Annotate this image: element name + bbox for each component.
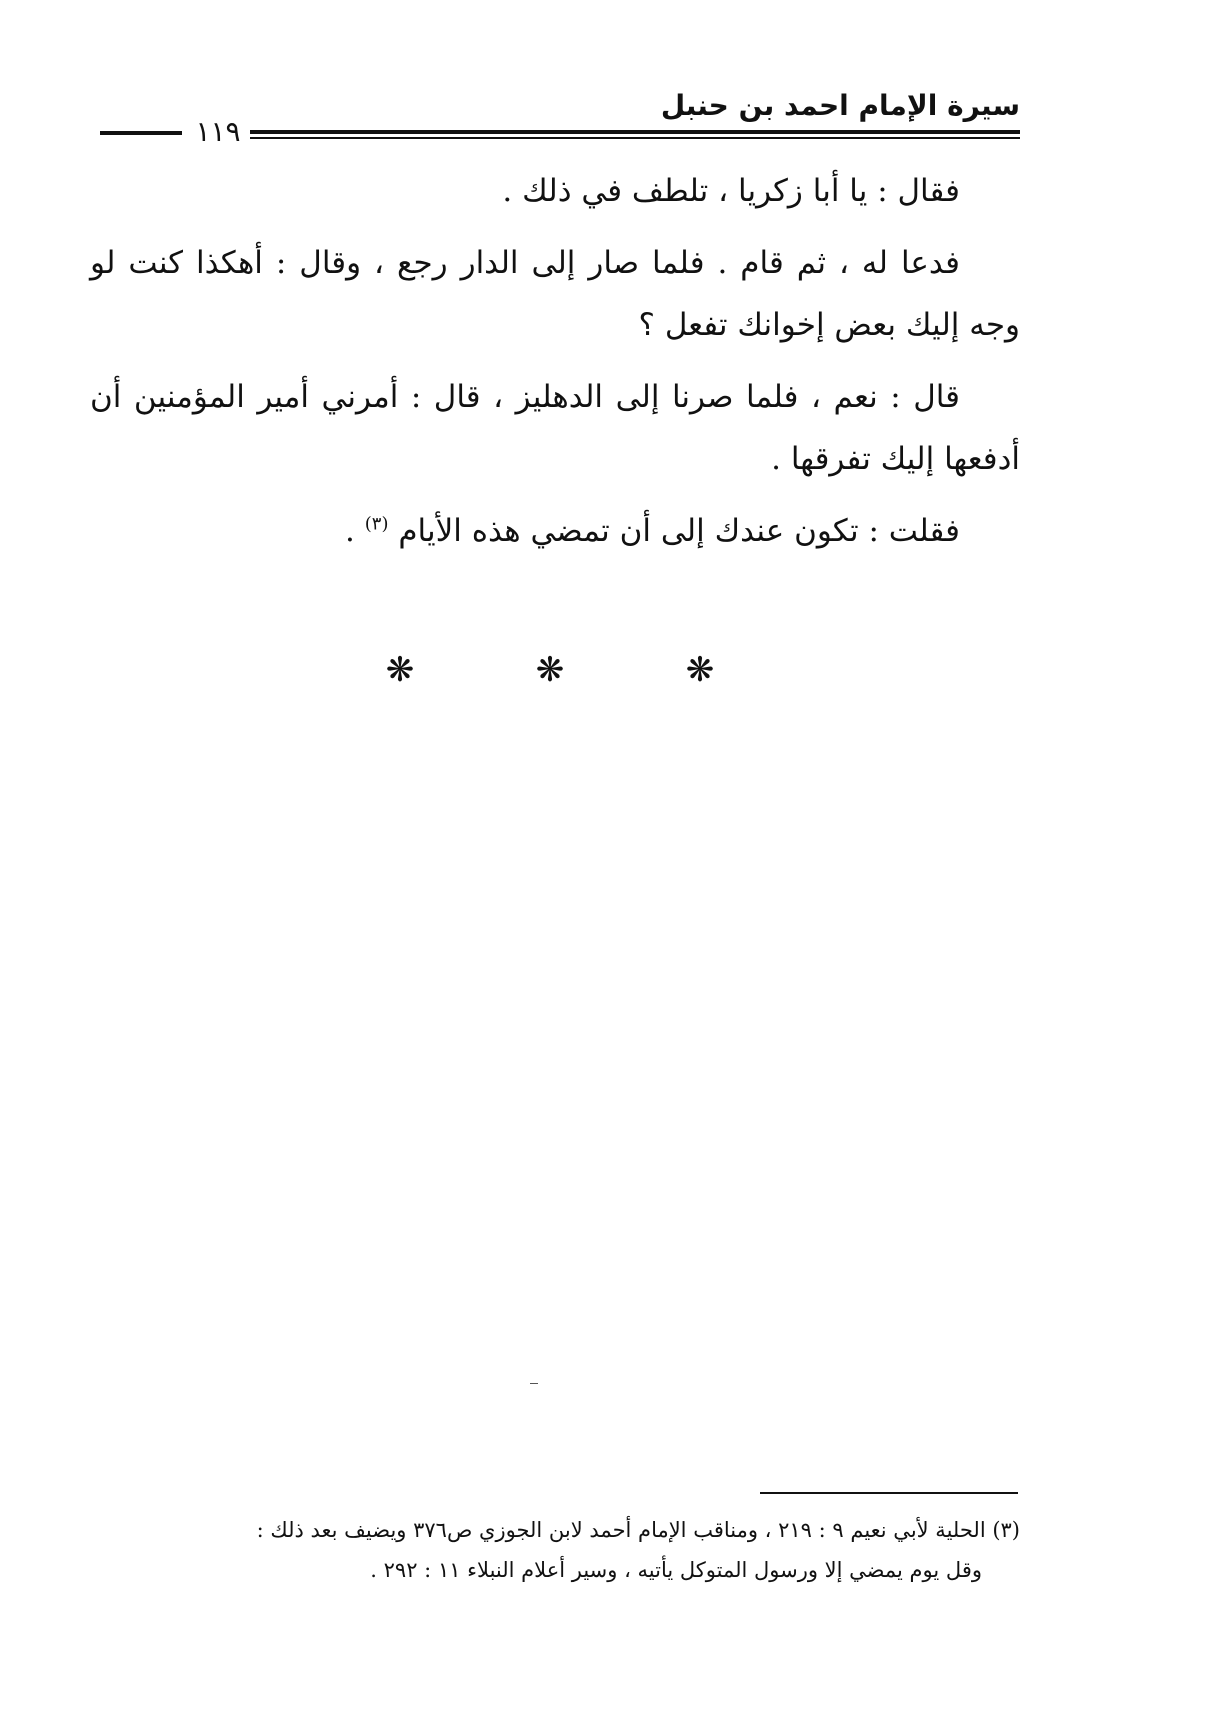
- paragraph-4: [90, 500, 1020, 562]
- paragraph-1: فقال : يا أبا زكريا ، تلطف في ذلك .: [502, 173, 960, 209]
- page-number: ١١٩: [195, 115, 241, 148]
- footnote-divider: [760, 1492, 1018, 1494]
- footnotes: [100, 1510, 1020, 1590]
- footnote-3-line-2: وقل يوم يمضي إلا ورسول المتوكل يأتيه ، وسير أعلام النبلاء ١١ : ٢٩٢ .: [370, 1558, 982, 1582]
- asterism-3: ❋: [685, 650, 715, 690]
- header-rule-thin: [250, 137, 1020, 139]
- header-rule: [250, 130, 1020, 134]
- running-header: [100, 88, 1020, 148]
- header-rule-left: [100, 131, 182, 135]
- asterism-2: ❋: [535, 650, 565, 690]
- asterism-1: ❋: [385, 650, 415, 690]
- section-separator: [380, 650, 720, 690]
- paragraph-4-end: .: [345, 513, 365, 549]
- paragraph-4-text: فقلت : تكون عندك إلى أن تمضي هذه الأيام: [398, 513, 960, 549]
- main-text: [90, 160, 1020, 572]
- paragraph-2: فدعا له ، ثم قام . فلما صار إلى الدار رجع ، وقال : أهكذا كنت لو وجه إليك بعض إخوانك تفعل ؟: [90, 245, 1020, 343]
- paragraph-3: قال : نعم ، فلما صرنا إلى الدهليز ، قال : أمرني أمير المؤمنين أن أدفعها إليك تفرقها .: [90, 379, 1020, 477]
- footnote-3-line-1: (٣) الحلية لأبي نعيم ٩ : ٢١٩ ، ومناقب الإمام أحمد لابن الجوزي ص٣٧٦ ويضيف بعد ذلك :: [256, 1518, 1020, 1542]
- scan-mark: [530, 1383, 538, 1384]
- book-title: سيرة الإمام احمد بن حنبل: [660, 89, 1020, 122]
- footnote-reference[interactable]: (٣): [364, 513, 389, 535]
